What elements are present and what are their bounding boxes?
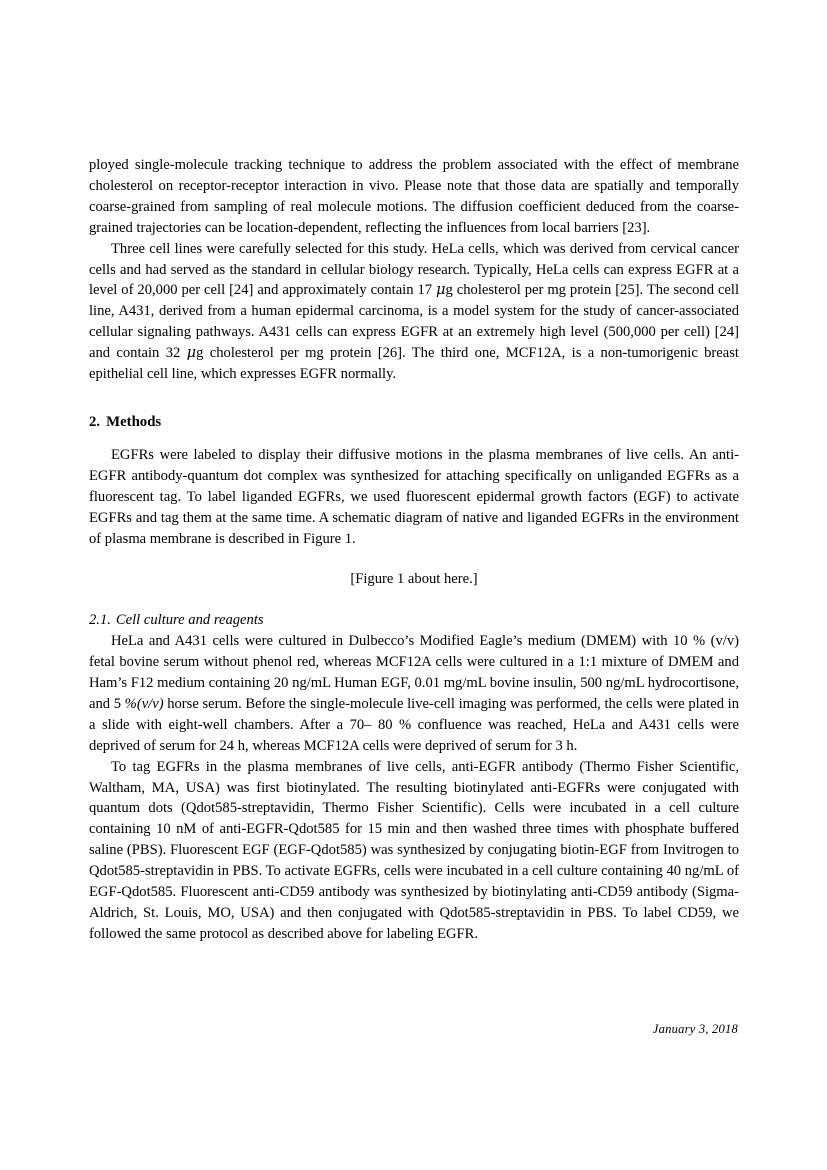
figure-placeholder-note: [Figure 1 about here.] — [350, 571, 478, 588]
paragraph-labeling-protocol: To tag EGFRs in the plasma membranes of live cells, anti-EGFR antibody (Thermo Fisher Scientific, Waltham, MA, USA) was first biotinylated. The resulting biotinylated anti-EGFRs were conjugated with quantum dots (Qdot585-streptavidin, Thermo Fisher Scientific). Cells were incubated in a cell culture containing 10 nM of anti-EGFR-Qdot585 for 15 min and then washed three times with phosphate buffered saline (PBS). Fluorescent EGF (EGF-Qdot585) was synthesized by conjugating biotin-EGF from Invitrogen to Qdot585-streptavidin in PBS. To activate EGFRs, cells were incubated in a cell culture containing 40 ng/mL of EGF-Qdot585. Fluorescent anti-CD59 antibody was synthesized by biotinylating anti-CD59 antibody (Sigma-Aldrich, St. Louis, MO, USA) and then conjugated with Qdot585-streptavidin in PBS. To label CD59, we followed the same protocol as described above for labeling EGFR. — [89, 758, 739, 942]
spacer-after-methods-heading — [89, 433, 739, 445]
paragraph-methods-intro: EGFRs were labeled to display their diffusive motions in the plasma membranes of live cells. An anti-EGFR antibody-quantum dot complex was synthesized for attaching specifically on unliganded EGFRs as a fluorescent tag. To label liganded EGFRs, we used fluorescent epidermal growth factors (EGF) to activate EGFRs and tag them at the same time. A schematic diagram of native and liganded EGFRs in the environment of plasma membrane is described in Figure 1. — [89, 446, 739, 547]
paragraph-continued-intro: ployed single-molecule tracking technique to address the problem associated with the effect of membrane cholesterol on receptor-receptor interaction in vivo. Please note that those data are spatially and temporally coarse-grained from sampling of real molecule motions. The diffusion coefficient deduced from the coarse-grained trajectories can be location-dependent, reflecting the influences from local barriers [23]. — [89, 157, 739, 236]
section-title: Methods — [106, 413, 162, 430]
paragraph-cell-culture-text-a: HeLa and A431 cells were cultured in Dulbecco’s Modified Eagle’s medium (DMEM) with 10 % (v/v) fetal bovine serum without phenol red, whereas MCF12A cells were cultured in a 1:1 mixture of DMEM and Ham’s F12 medium containing 20 ng/mL Human EGF, 0.01 mg/mL bovine insulin, 500 ng/mL hydrocortisone, and 5 — [89, 633, 739, 712]
paragraph-cell-lines-text-c: g cholesterol per mg protein [26]. The third one, MCF12A, is a non-tumorigenic breast epithelial cell line, which expresses EGFR normally. — [89, 345, 739, 383]
section-heading-methods — [89, 412, 739, 433]
subsection-title: Cell culture and reagents — [115, 612, 264, 629]
footer-date: January 3, 2018 — [652, 1022, 738, 1036]
spacer-after-figure-note — [89, 590, 739, 610]
paragraph-cell-lines — [89, 239, 739, 385]
text-column — [89, 155, 739, 945]
paragraph-cell-culture-media — [89, 631, 739, 756]
paragraph-cell-lines-text-b: g cholesterol per mg protein [25]. The second cell line, A431, derived from a human epidermal carcinoma, is a model system for the study of cancer-associated cellular signaling pathways. A431 cells can express EGFR at an extremely high level (500,000 per cell) [24] and contain 32 — [89, 282, 740, 362]
micro-symbol: μ — [186, 344, 197, 362]
subsection-number: 2.1. — [89, 612, 111, 629]
paragraph-cell-culture-text-b: horse serum. Before the single-molecule live-cell imaging was performed, the cells were plated in a slide with eight-well chambers. After a 70– 80 % confluence was reached, HeLa and A431 cells were deprived of serum for 24 h, whereas MCF12A cells were deprived of serum for 3 h. — [89, 695, 739, 754]
micro-symbol: μ — [436, 281, 446, 299]
paragraph-cell-lines-text-a: Three cell lines were carefully selected for this study. HeLa cells, which was derived from cervical cancer cells and had served as the standard in cellular biology research. Typically, HeLa cells can express EGFR at a level of 20,000 per cell [24] and approximately contain 17 — [89, 240, 739, 299]
percent-volume-per-volume-math: %(v/v) — [124, 695, 164, 712]
spacer-before-methods-heading — [89, 385, 739, 412]
spacer-before-figure-note — [89, 549, 739, 569]
section-number: 2. — [89, 413, 101, 430]
subsection-heading-cell-culture — [89, 610, 739, 631]
